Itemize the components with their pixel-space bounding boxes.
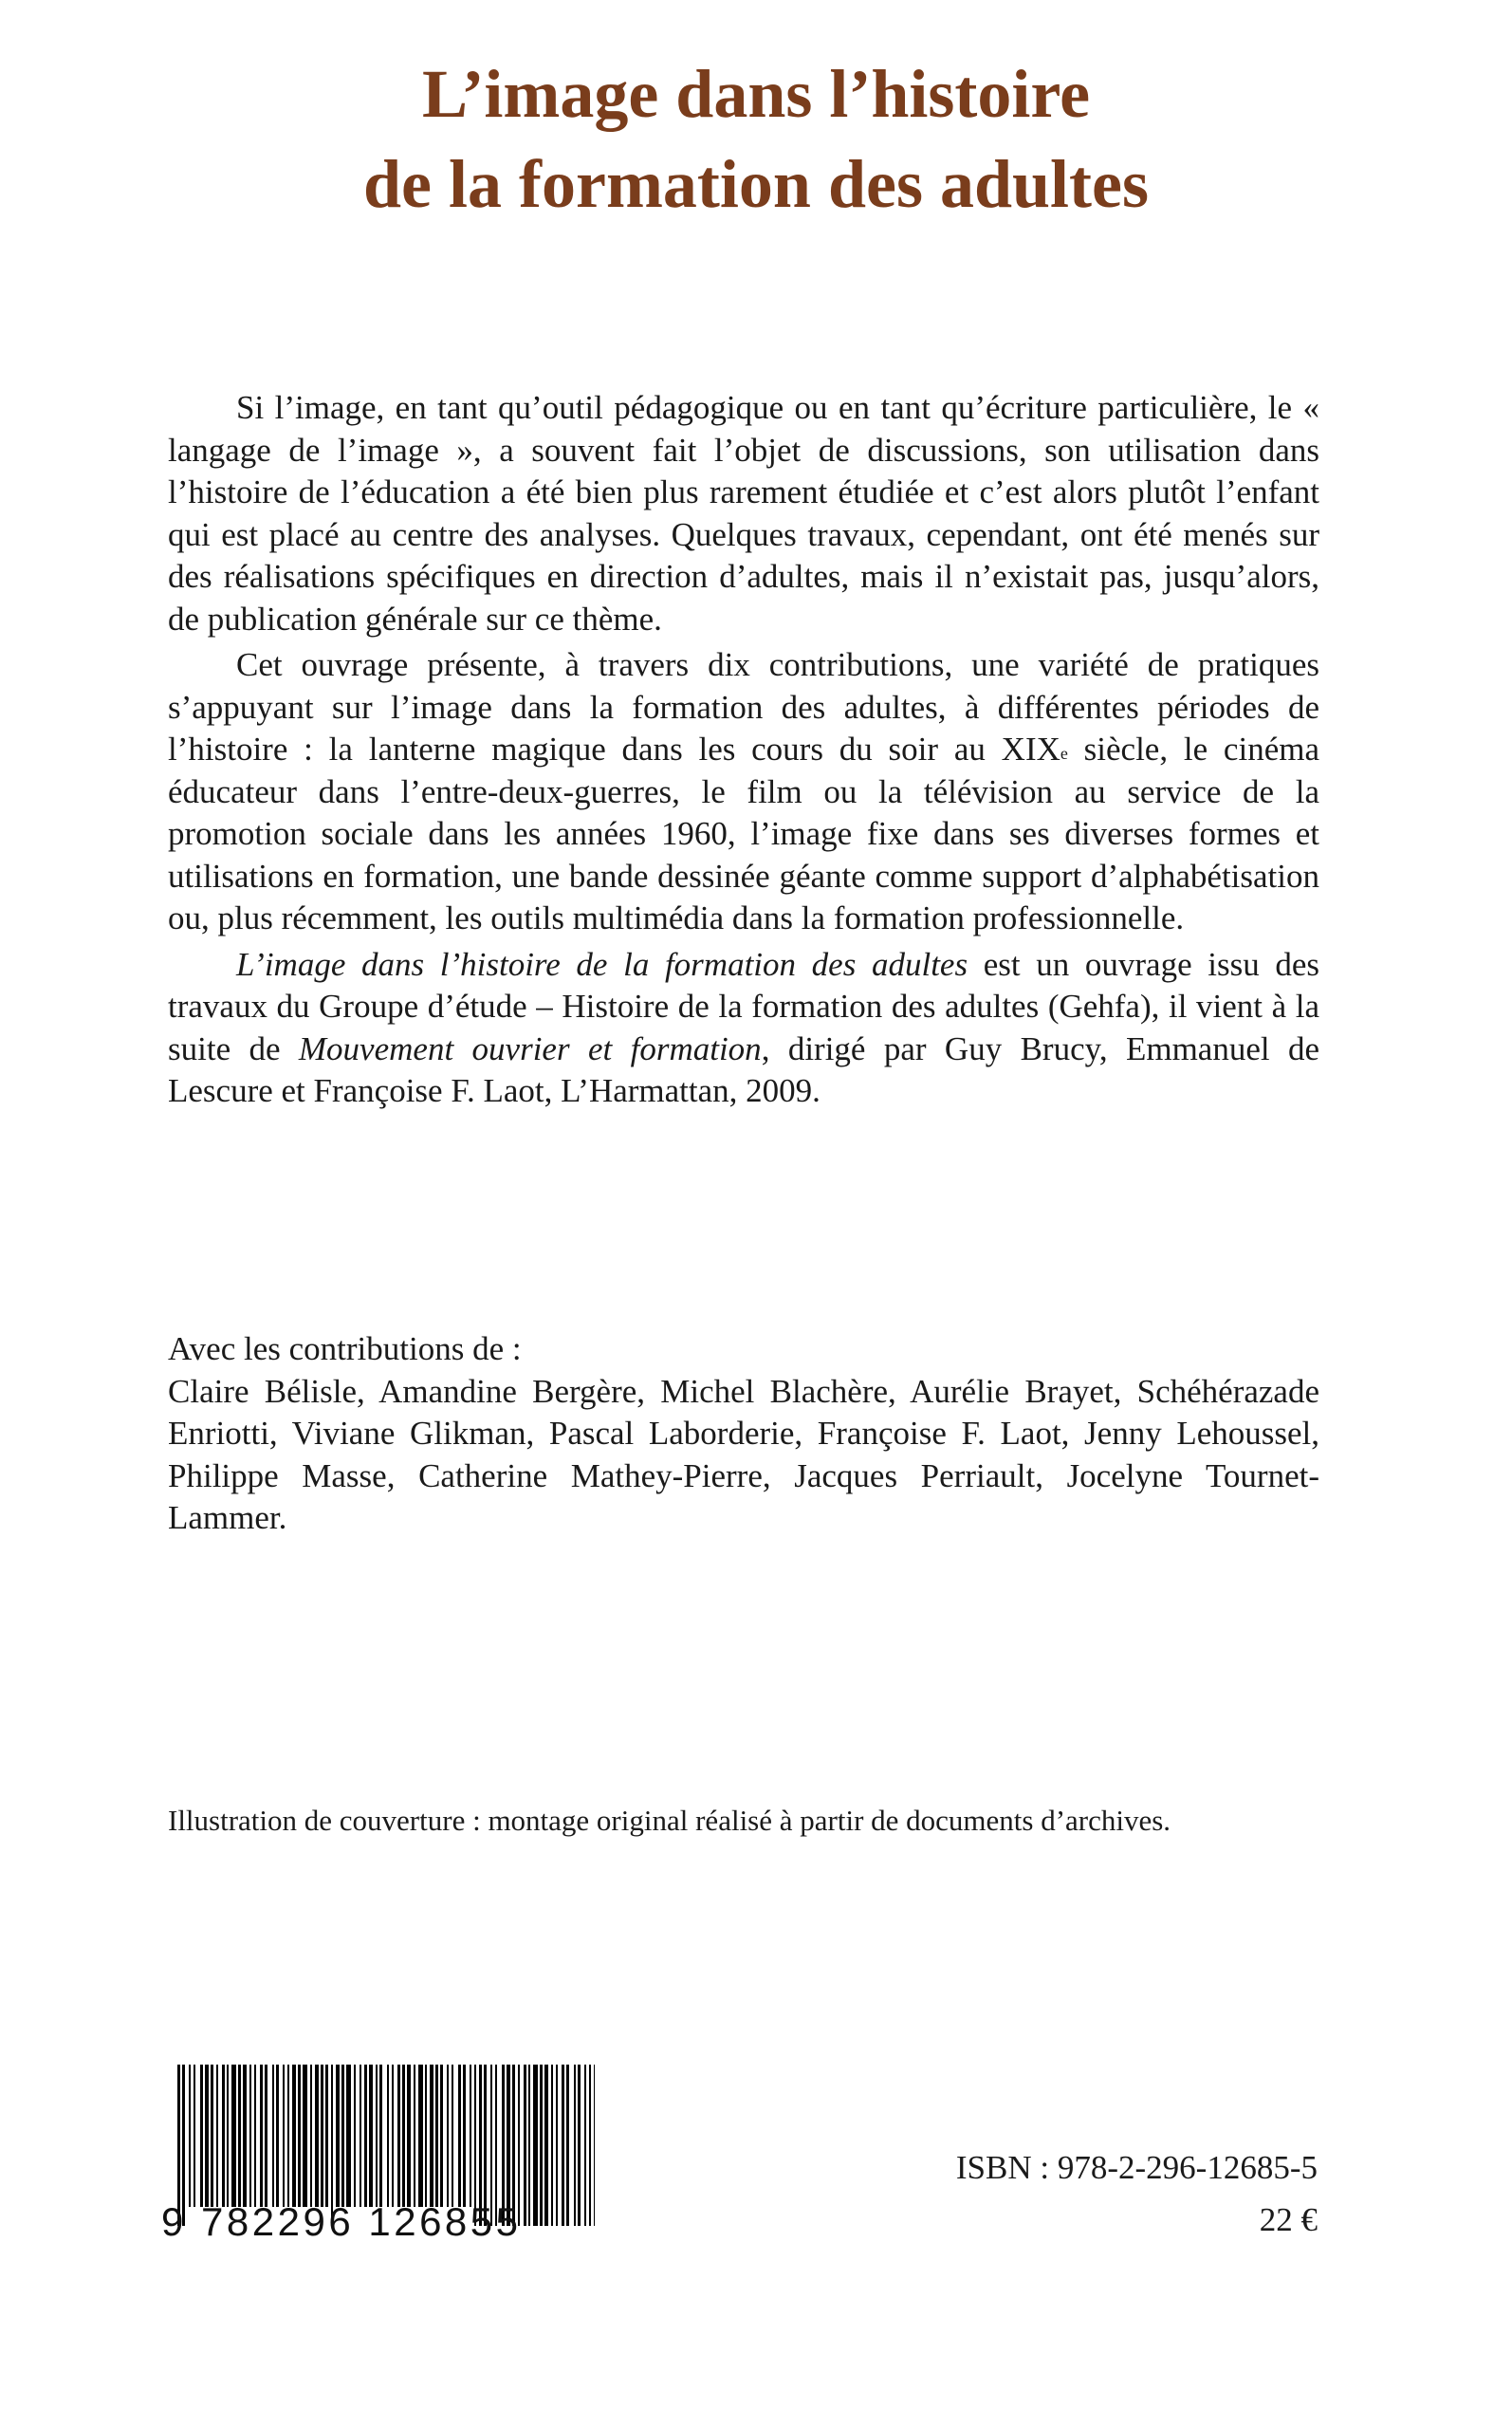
barcode-bar xyxy=(379,2065,382,2207)
barcode-bar xyxy=(425,2065,427,2207)
contributors-section xyxy=(168,1328,1319,1540)
description-p2-part-b: siècle, le cinéma éducateur dans l’entre-deux-guerres, le film ou la télévision au service de la promotion sociale dans les années 1960, l’image fixe dans ses diverses formes et utilisations en formation, une bande dessinée géante comme support d’alphabétisation ou, plus récemment, les outils multimédia dans la formation professionnelle. xyxy=(168,731,1319,936)
barcode-bar xyxy=(321,2065,323,2207)
barcode-bar xyxy=(470,2065,471,2207)
contributors-heading: Avec les contributions de : xyxy=(168,1330,522,1367)
barcode-bar xyxy=(287,2065,289,2207)
barcode-digits: 9 782296 126855 xyxy=(161,2199,522,2244)
book-title-line-1: L’image dans l’histoire xyxy=(421,56,1091,132)
barcode-bar xyxy=(414,2065,415,2207)
barcode-bar xyxy=(354,2065,356,2207)
barcode-bar xyxy=(402,2065,405,2207)
barcode-bar xyxy=(227,2065,229,2207)
contributors-names: Claire Bélisle, Amandine Bergère, Michel Blachère, Aurélie Brayet, Schéhérazade Enriotti, Viviane Glikman, Pascal Laborderie, Françoise F. Laot, Jenny Lehoussel, Philippe Masse, Catherine Mathey-Pierre, Jacques Perriault, Jocelyne Tournet-Lammer. xyxy=(168,1372,1319,1536)
barcode-bar xyxy=(189,2065,191,2207)
barcode-bar xyxy=(430,2065,433,2207)
barcode-bar xyxy=(418,2065,423,2207)
barcode-bar xyxy=(310,2065,312,2207)
barcode-bar xyxy=(325,2065,328,2207)
barcode-bar xyxy=(452,2065,453,2207)
barcode-bar xyxy=(231,2065,236,2207)
barcode-bar xyxy=(336,2065,340,2207)
barcode-bar xyxy=(238,2065,241,2207)
barcode-bar xyxy=(205,2065,209,2207)
barcode-bar xyxy=(369,2065,373,2207)
barcode-bar xyxy=(272,2065,274,2207)
barcode-bar xyxy=(298,2065,301,2207)
barcode-bar xyxy=(458,2065,461,2207)
barcode-bar xyxy=(463,2065,466,2207)
barcode-bar xyxy=(243,2065,247,2207)
book-title-italic: L’image dans l’histoire de la formation des adultes xyxy=(236,945,968,983)
barcode-bar xyxy=(249,2065,251,2207)
barcode-bar xyxy=(435,2065,438,2207)
price-label: 22 € xyxy=(1259,2201,1318,2238)
barcode-bar xyxy=(260,2065,263,2207)
description-paragraph-3 xyxy=(168,944,1319,1113)
barcode-bar xyxy=(276,2065,279,2207)
barcode-bar xyxy=(200,2065,203,2207)
description-p2-part-a: Cet ouvrage présente, à travers dix contributions, une variété de pratiques s’appuyant sur l’image dans la formation des adultes, à différentes périodes de l’histoire : la lanterne magique dans les cours du soir au XIX xyxy=(168,646,1319,768)
barcode-bar xyxy=(341,2065,344,2207)
description-paragraph-2 xyxy=(168,644,1319,940)
barcode-bar xyxy=(254,2065,256,2207)
barcode-bar xyxy=(407,2065,411,2207)
description-paragraph-1: Si l’image, en tant qu’outil pédagogique ou en tant qu’écriture particulière, le « langage de l’image », a souvent fait l’objet de discussions, son utilisation dans l’histoire de l’éducation a été bien plus rarement étudiée et c’est alors plutôt l’enfant qui est placé au centre des analyses. Quelques travaux, cependant, ont été menés sur des réalisations spécifiques en direction d’adultes, mais il n’existait pas, jusqu’alors, de publication générale sur ce thème. xyxy=(168,389,1319,638)
barcode-bar xyxy=(222,2065,225,2207)
book-title-line-2: de la formation des adultes xyxy=(363,146,1149,222)
barcode-bar xyxy=(360,2065,361,2207)
back-cover-description xyxy=(168,387,1319,1113)
barcode-bar xyxy=(346,2065,351,2207)
barcode-bar xyxy=(216,2065,218,2207)
description-p3-part-b: , dirigé par Guy Brucy, Emmanuel de Lescure et Françoise F. Laot, L’Harmattan, 2009. xyxy=(168,1029,1320,1109)
cover-illustration-credit: Illustration de couverture : montage original réalisé à partir de documents d’archives. xyxy=(168,1804,1171,1837)
barcode-bar xyxy=(303,2065,307,2207)
barcode-bar xyxy=(387,2065,389,2207)
barcode-bar xyxy=(283,2065,285,2207)
barcode-bar xyxy=(315,2065,319,2207)
barcode-bar xyxy=(211,2065,213,2207)
barcode-bar xyxy=(376,2065,378,2207)
superscript-e: e xyxy=(1060,744,1068,763)
barcode-bar xyxy=(447,2065,449,2207)
barcode-bar xyxy=(364,2065,367,2207)
barcode-bar xyxy=(392,2065,394,2207)
barcode-bar xyxy=(440,2065,443,2207)
barcode-bar xyxy=(292,2065,296,2207)
book-title xyxy=(0,49,1512,230)
description-p3-part-a: est un ouvrage issu des travaux du Groupe d’étude – Histoire de la formation des adultes (Gehfa), il vient à la suite de xyxy=(168,945,1319,1067)
barcode-bar xyxy=(265,2065,267,2207)
barcode-bar xyxy=(194,2065,195,2207)
barcode-bar xyxy=(397,2065,400,2207)
isbn-number: ISBN : 978-2-296-12685-5 xyxy=(955,2149,1318,2186)
related-book-title-italic: Mouvement ouvrier et formation xyxy=(298,1029,762,1067)
